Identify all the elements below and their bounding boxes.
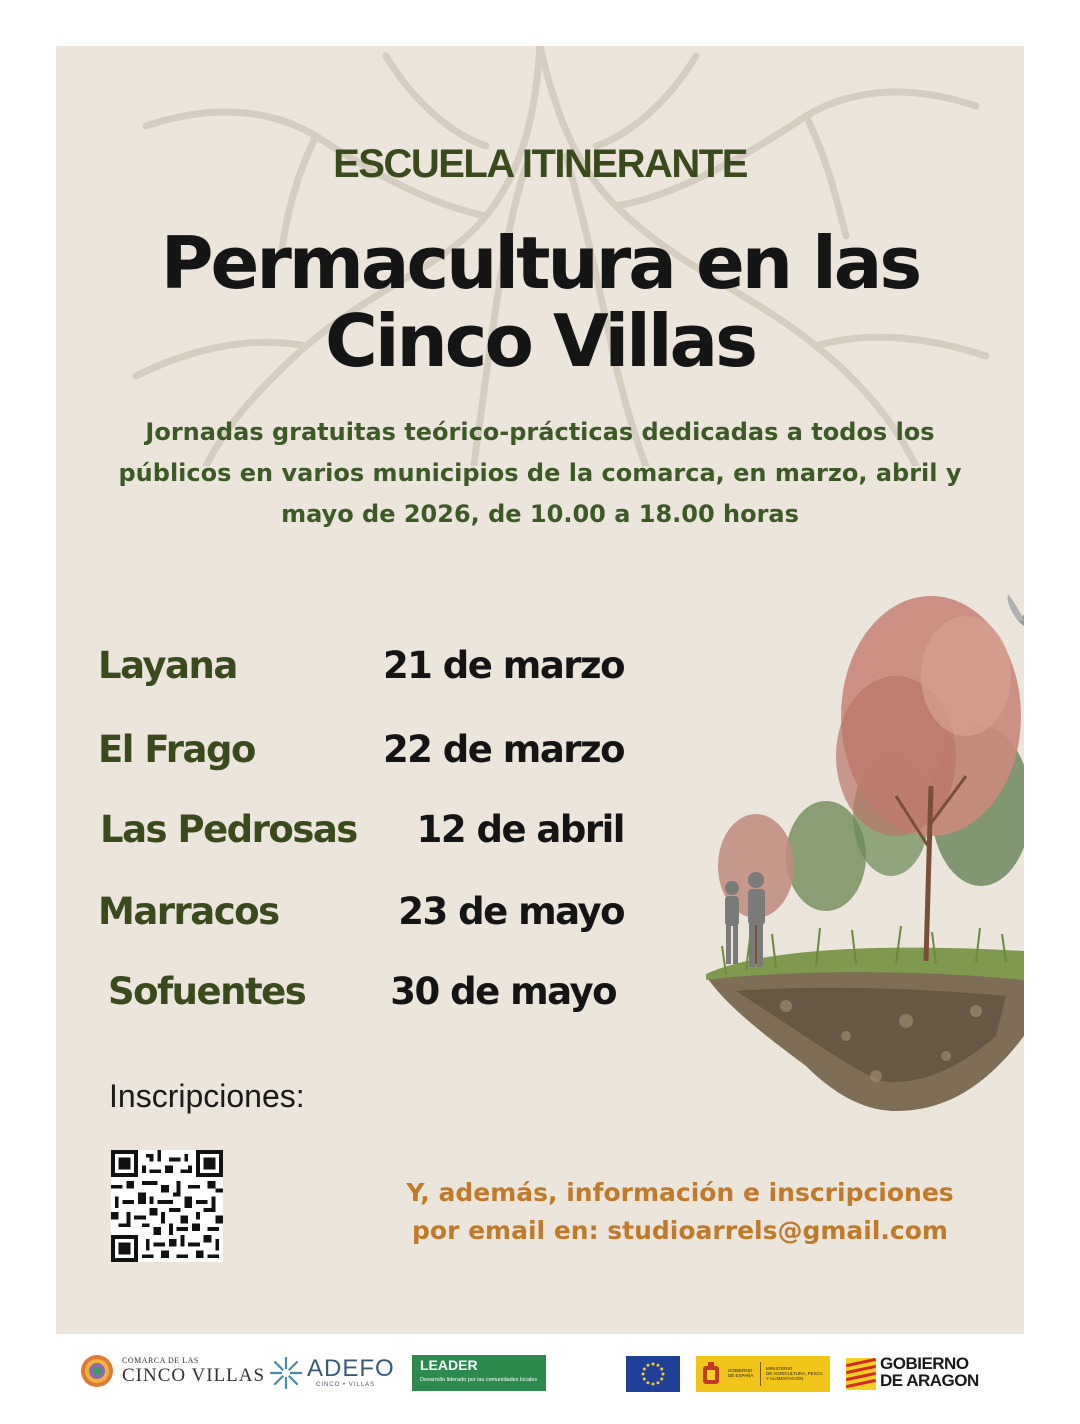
schedule-date: 22 de marzo bbox=[382, 728, 624, 771]
schedule-town: Sofuentes bbox=[108, 970, 306, 1013]
adefo-logo-text: ADEFO bbox=[307, 1355, 395, 1382]
subtitle-line-1: Jornadas gratuitas teórico-prácticas dedicadas a todos los bbox=[145, 418, 935, 446]
poster-title bbox=[56, 221, 1024, 383]
gobierno-espana-line-1: GOBIERNO bbox=[728, 1368, 753, 1373]
eu-flag-icon bbox=[626, 1356, 680, 1392]
ministerio-line-1: MINISTERIO bbox=[766, 1366, 793, 1371]
registration-label: Inscripciones: bbox=[109, 1078, 305, 1114]
email-info-line-1: Y, además, información e inscripciones bbox=[406, 1178, 954, 1207]
ministerio-line-2: DE AGRICULTURA, PESCA bbox=[766, 1371, 823, 1376]
gobierno-aragon-logo-text bbox=[880, 1355, 979, 1389]
schedule-town: Layana bbox=[98, 644, 237, 687]
logo-divider bbox=[760, 1362, 761, 1386]
leader-logo-title: LEADER bbox=[420, 1357, 478, 1373]
title-line-2: Cinco Villas bbox=[325, 299, 755, 383]
floating-island-illustration bbox=[646, 566, 1024, 1126]
schedule-date: 30 de mayo bbox=[390, 970, 616, 1013]
spain-coat-of-arms-icon bbox=[700, 1362, 722, 1386]
leader-logo bbox=[412, 1355, 546, 1391]
aragon-flag-icon bbox=[846, 1358, 876, 1390]
kicker-heading: ESCUELA ITINERANTE bbox=[333, 142, 747, 186]
subtitle-line-2: públicos en varios municipios de la comarca, en marzo, abril y bbox=[118, 459, 962, 487]
comarca-logo-name: CINCO VILLAS bbox=[122, 1365, 266, 1386]
adefo-star-icon bbox=[268, 1355, 304, 1391]
comarca-logo-small-text: COMARCA DE LAS bbox=[122, 1356, 199, 1365]
ministerio-line-3: Y ALIMENTACIÓN bbox=[766, 1376, 804, 1381]
gobierno-espana-line-2: DE ESPAÑA bbox=[728, 1373, 754, 1378]
schedule-date: 12 de abril bbox=[416, 808, 624, 851]
schedule-date: 21 de marzo bbox=[382, 644, 624, 687]
poster bbox=[56, 46, 1024, 1334]
schedule-date: 23 de mayo bbox=[398, 890, 624, 933]
aragon-line-1: GOBIERNO bbox=[880, 1354, 969, 1373]
title-line-1: Permacultura en las bbox=[160, 221, 920, 305]
schedule-town: El Frago bbox=[98, 728, 255, 771]
leader-logo-subtitle: Desarrollo liderado por las comunidades locales bbox=[420, 1377, 538, 1383]
email-registration-info bbox=[400, 1174, 960, 1250]
schedule-town: Marracos bbox=[98, 890, 279, 933]
email-info-line-2[interactable]: por email en: studioarrels@gmail.com bbox=[412, 1216, 948, 1245]
aragon-line-2: DE ARAGON bbox=[880, 1371, 979, 1390]
comarca-cinco-villas-logo-icon bbox=[80, 1354, 114, 1388]
adefo-logo-subtext: CINCO • VILLAS bbox=[316, 1382, 376, 1388]
gobierno-espana-ministerio-logo bbox=[696, 1356, 830, 1392]
subtitle-line-3: mayo de 2026, de 10.00 a 18.00 horas bbox=[281, 500, 799, 528]
poster-subtitle bbox=[86, 412, 994, 535]
schedule-town: Las Pedrosas bbox=[100, 808, 357, 851]
qr-code[interactable] bbox=[111, 1150, 223, 1262]
